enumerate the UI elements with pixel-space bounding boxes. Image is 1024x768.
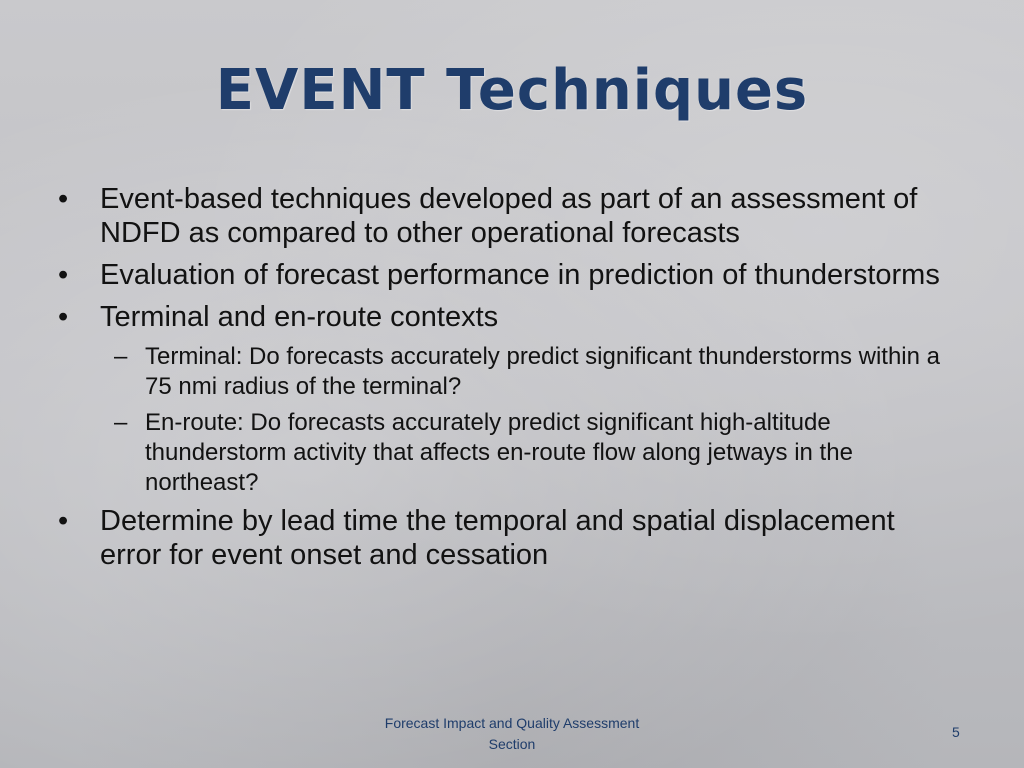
bullet-text: Determine by lead time the temporal and spatial displacement error for event onset and cessation <box>100 505 895 571</box>
bullet-text: Terminal and en-route contexts <box>100 301 499 333</box>
bullet-item <box>56 504 956 572</box>
sub-bullet-text: Terminal: Do forecasts accurately predict significant thunderstorms within a 75 nmi radius of the terminal? <box>145 343 940 400</box>
slide-title: EVENT Techniques <box>215 58 809 123</box>
bullet-text: Evaluation of forecast performance in prediction of thunderstorms <box>100 259 940 291</box>
bullet-icon: • <box>58 259 69 291</box>
bullet-text: Event-based techniques developed as part of an assessment of NDFD as compared to other operational forecasts <box>100 183 918 249</box>
sub-bullet-item <box>56 342 956 402</box>
bullet-item <box>56 182 956 250</box>
dash-icon: – <box>114 409 128 436</box>
footer-text: Forecast Impact and Quality Assessment Section <box>384 715 640 752</box>
bullet-item <box>56 258 956 292</box>
dash-icon: – <box>114 343 128 370</box>
bullet-icon: • <box>58 301 69 333</box>
sub-bullet-item <box>56 408 956 498</box>
bullet-icon: • <box>58 505 69 537</box>
page-number: 5 <box>952 724 960 740</box>
bullet-item <box>56 300 956 334</box>
sub-bullet-text: En-route: Do forecasts accurately predict significant high-altitude thunderstorm activity that affects en-route flow along jetways in the northeast? <box>145 409 853 496</box>
bullet-icon: • <box>58 183 69 215</box>
bullet-list <box>56 182 956 580</box>
